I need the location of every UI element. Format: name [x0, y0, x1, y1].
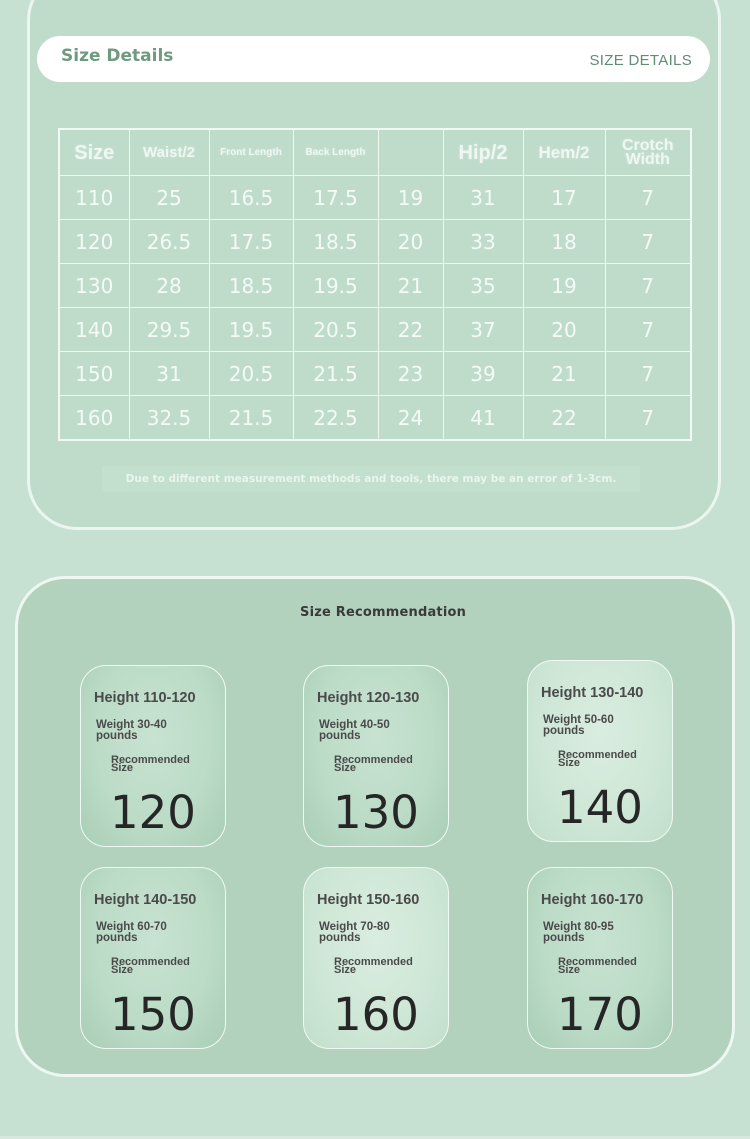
table-cell: 18.5	[293, 220, 378, 264]
table-header-row	[59, 129, 691, 176]
table-cell: 21	[378, 264, 443, 308]
table-row	[59, 352, 691, 396]
card-height: Height 160-170	[541, 892, 644, 908]
card-weight: Weight 30-40 pounds	[96, 719, 167, 742]
table-cell: 160	[59, 396, 129, 441]
table-cell: 32.5	[129, 396, 209, 441]
table-cell: 22.5	[293, 396, 378, 441]
table-cell: 19.5	[209, 308, 293, 352]
table-cell: 17.5	[209, 220, 293, 264]
table-cell: 7	[605, 176, 691, 220]
size-details-title: Size Details	[61, 46, 174, 66]
card-height: Height 130-140	[541, 685, 644, 701]
size-card	[303, 665, 449, 847]
card-height: Height 140-150	[94, 892, 197, 908]
table-cell: 18	[523, 220, 605, 264]
table-row	[59, 308, 691, 352]
table-cell: 23	[378, 352, 443, 396]
column-header: Size	[59, 129, 129, 176]
table-cell: 22	[378, 308, 443, 352]
table-cell: 21.5	[209, 396, 293, 441]
table-cell: 25	[129, 176, 209, 220]
table-cell: 39	[443, 352, 523, 396]
card-weight: Weight 40-50 pounds	[319, 719, 390, 742]
card-recommended-label: Recommended Size	[111, 754, 190, 774]
table-cell: 130	[59, 264, 129, 308]
size-details-label: SIZE DETAILS	[589, 52, 692, 69]
table-cell: 41	[443, 396, 523, 441]
column-header: Hip/2	[443, 129, 523, 176]
table-cell: 20	[378, 220, 443, 264]
table-cell: 20.5	[209, 352, 293, 396]
card-size: 150	[110, 988, 196, 1041]
table-cell: 21.5	[293, 352, 378, 396]
table-cell: 16.5	[209, 176, 293, 220]
table-row	[59, 176, 691, 220]
card-height: Height 120-130	[317, 690, 420, 706]
size-recommendation-title: Size Recommendation	[300, 605, 467, 620]
table-cell: 19	[523, 264, 605, 308]
table-cell: 17.5	[293, 176, 378, 220]
table-cell: 28	[129, 264, 209, 308]
size-card	[527, 660, 673, 842]
size-card	[80, 665, 226, 847]
card-recommended-label: Recommended Size	[334, 754, 413, 774]
table-cell: 19	[378, 176, 443, 220]
table-cell: 37	[443, 308, 523, 352]
size-table	[58, 128, 692, 441]
table-row	[59, 264, 691, 308]
table-cell: 140	[59, 308, 129, 352]
table-cell: 31	[443, 176, 523, 220]
table-cell: 20	[523, 308, 605, 352]
card-size: 140	[557, 781, 643, 834]
column-header	[378, 129, 443, 176]
table-cell: 7	[605, 352, 691, 396]
measurement-note: Due to different measurement methods and tools, there may be an error of 1-3cm.	[102, 466, 640, 492]
card-recommended-label: Recommended Size	[558, 749, 637, 769]
card-weight: Weight 70-80 pounds	[319, 921, 390, 944]
size-card	[80, 867, 226, 1049]
table-row	[59, 396, 691, 441]
card-weight: Weight 80-95 pounds	[543, 921, 614, 944]
table-cell: 150	[59, 352, 129, 396]
table-cell: 19.5	[293, 264, 378, 308]
size-details-header	[37, 36, 710, 82]
card-recommended-label: Recommended Size	[111, 956, 190, 976]
table-cell: 17	[523, 176, 605, 220]
table-cell: 35	[443, 264, 523, 308]
card-recommended-label: Recommended Size	[558, 956, 637, 976]
card-size: 130	[333, 786, 419, 839]
table-cell: 20.5	[293, 308, 378, 352]
table-cell: 7	[605, 220, 691, 264]
card-height: Height 150-160	[317, 892, 420, 908]
card-recommended-label: Recommended Size	[334, 956, 413, 976]
size-card	[303, 867, 449, 1049]
card-size: 170	[557, 988, 643, 1041]
table-cell: 7	[605, 264, 691, 308]
table-cell: 18.5	[209, 264, 293, 308]
size-card	[527, 867, 673, 1049]
table-cell: 7	[605, 308, 691, 352]
column-header: Front Length	[209, 129, 293, 176]
card-weight: Weight 50-60 pounds	[543, 714, 614, 737]
table-cell: 21	[523, 352, 605, 396]
table-cell: 120	[59, 220, 129, 264]
table-cell: 31	[129, 352, 209, 396]
table-row	[59, 220, 691, 264]
card-size: 160	[333, 988, 419, 1041]
column-header: Waist/2	[129, 129, 209, 176]
table-cell: 22	[523, 396, 605, 441]
table-cell: 26.5	[129, 220, 209, 264]
table-cell: 29.5	[129, 308, 209, 352]
column-header: Back Length	[293, 129, 378, 176]
card-weight: Weight 60-70 pounds	[96, 921, 167, 944]
table-cell: 33	[443, 220, 523, 264]
table-cell: 7	[605, 396, 691, 441]
table-cell: 110	[59, 176, 129, 220]
card-height: Height 110-120	[94, 690, 196, 706]
card-size: 120	[110, 786, 196, 839]
table-cell: 24	[378, 396, 443, 441]
column-header: Crotch Width	[605, 129, 691, 176]
column-header: Hem/2	[523, 129, 605, 176]
